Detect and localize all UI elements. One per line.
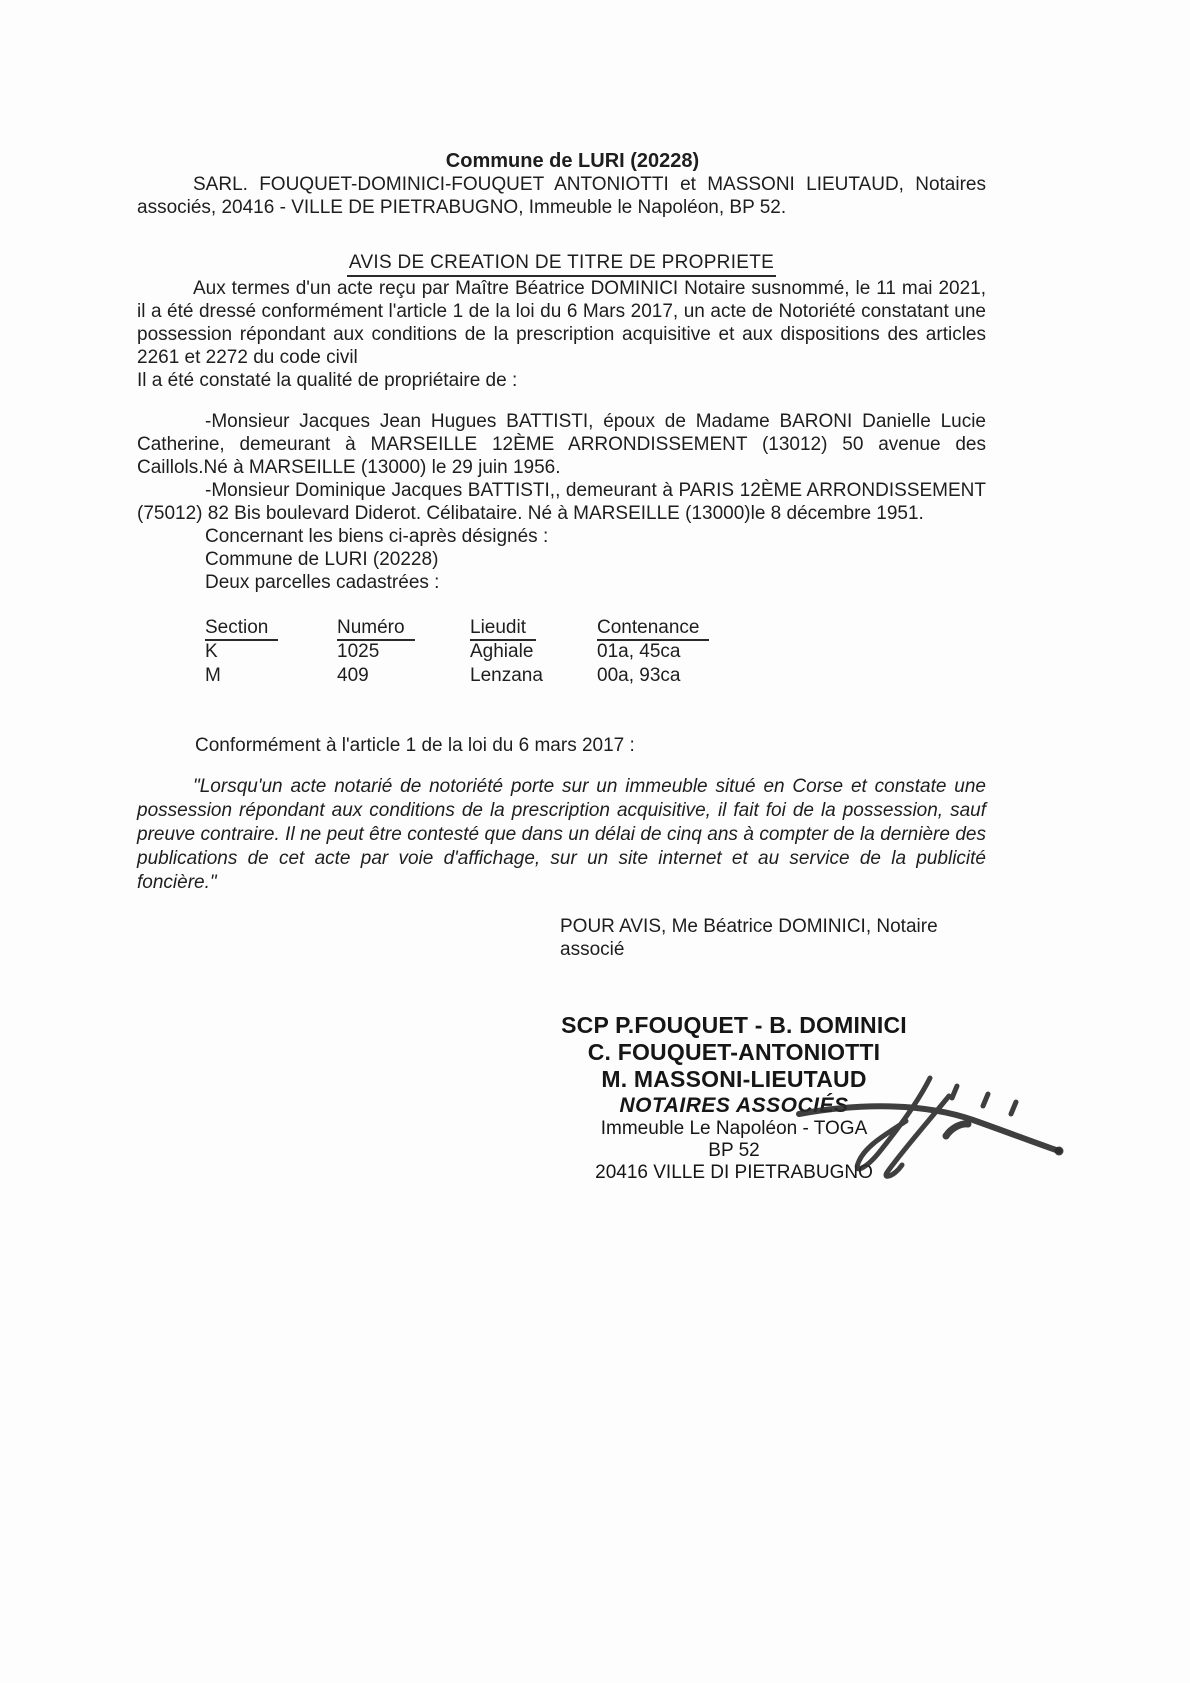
parcels-table (205, 616, 765, 688)
col-header-section: Section (205, 616, 278, 641)
notice-heading-wrap (137, 251, 986, 277)
cell-section: M (205, 665, 221, 686)
stamp-address-city: 20416 VILLE DI PIETRABUGNO (595, 1162, 873, 1183)
law-intro: Conformément à l'article 1 de la loi du 6 mars 2017 : (195, 735, 635, 756)
col-header-numero: Numéro (337, 616, 415, 641)
table-row (205, 640, 765, 664)
document-content (137, 150, 986, 961)
quality-line: Il a été constaté la qualité de propriétaire de : (137, 370, 518, 391)
col-header-lieudit: Lieudit (470, 616, 536, 641)
parcels-table-header-row (205, 616, 765, 640)
owner-second: -Monsieur Dominique Jacques BATTISTI,, demeurant à PARIS 12ÈME ARRONDISSEMENT (75012) 82 Bis boulevard Diderot. Célibataire. Né à MARSEILLE (13000)le 8 décembre 1951. (137, 480, 986, 524)
owner-first: -Monsieur Jacques Jean Hugues BATTISTI, époux de Madame BARONI Danielle Lucie Catherine, demeurant à MARSEILLE 12ÈME ARRONDISSEMENT (13012) 50 avenue des Caillols.Né à MARSEILLE (13000) le 29 juin 1956. (137, 411, 986, 478)
cell-contenance: 00a, 93ca (597, 665, 681, 686)
cell-lieudit: Aghiale (470, 641, 534, 662)
stamp-firm-line-2: C. FOUQUET-ANTONIOTTI (587, 1039, 881, 1065)
notice-paragraph: Aux termes d'un acte reçu par Maître Béatrice DOMINICI Notaire susnommé, le 11 mai 2021, il a été dressé conformément l'article 1 de la loi du 6 Mars 2017, un acte de Notoriété constatant une possession répondant aux conditions de la prescription acquisitive et aux dispositions des articles 2261 et 2272 du code civil (137, 278, 986, 368)
property-intro: Concernant les biens ci-après désignés : (205, 526, 549, 547)
stamp-address-building: Immeuble Le Napoléon - TOGA (600, 1118, 868, 1139)
notary-firm-line: SARL. FOUQUET-DOMINICI-FOUQUET ANTONIOTTI et MASSONI LIEUTAUD, Notaires associés, 20416 - VILLE DE PIETRABUGNO, Immeuble le Napoléon, BP 52. (137, 174, 986, 218)
notice-heading: AVIS DE CREATION DE TITRE DE PROPRIETE (347, 251, 776, 277)
property-commune: Commune de LURI (20228) (205, 549, 439, 570)
stamp-firm-line-3: M. MASSONI-LIEUTAUD (601, 1066, 867, 1092)
notary-stamp (548, 1012, 920, 1184)
parcels-label: Deux parcelles cadastrées : (205, 572, 440, 593)
stamp-firm-line-1: SCP P.FOUQUET - B. DOMINICI (561, 1012, 907, 1038)
table-row (205, 664, 765, 688)
col-header-contenance: Contenance (597, 616, 709, 641)
pour-avis-line: POUR AVIS, Me Béatrice DOMINICI, Notaire associé (560, 916, 938, 960)
cell-numero: 409 (337, 665, 369, 686)
stamp-address-bp: BP 52 (708, 1140, 760, 1161)
cell-section: K (205, 641, 218, 662)
commune-title: Commune de LURI (20228) (445, 150, 700, 172)
cell-numero: 1025 (337, 641, 380, 662)
stamp-notaires-associes: NOTAIRES ASSOCIÉS (619, 1094, 849, 1117)
cell-contenance: 01a, 45ca (597, 641, 681, 662)
cell-lieudit: Lenzana (470, 665, 543, 686)
law-quote: "Lorsqu'un acte notarié de notoriété porte sur un immeuble situé en Corse et constate une possession répondant aux conditions de la prescription acquisitive, il fait foi de la possession, sauf preuve contraire. Il ne peut être contesté que dans un délai de cinq ans à compter de la dernière des publications de cet acte par voie d'affichage, sur un site internet et au service de la publicité foncière." (137, 776, 986, 893)
